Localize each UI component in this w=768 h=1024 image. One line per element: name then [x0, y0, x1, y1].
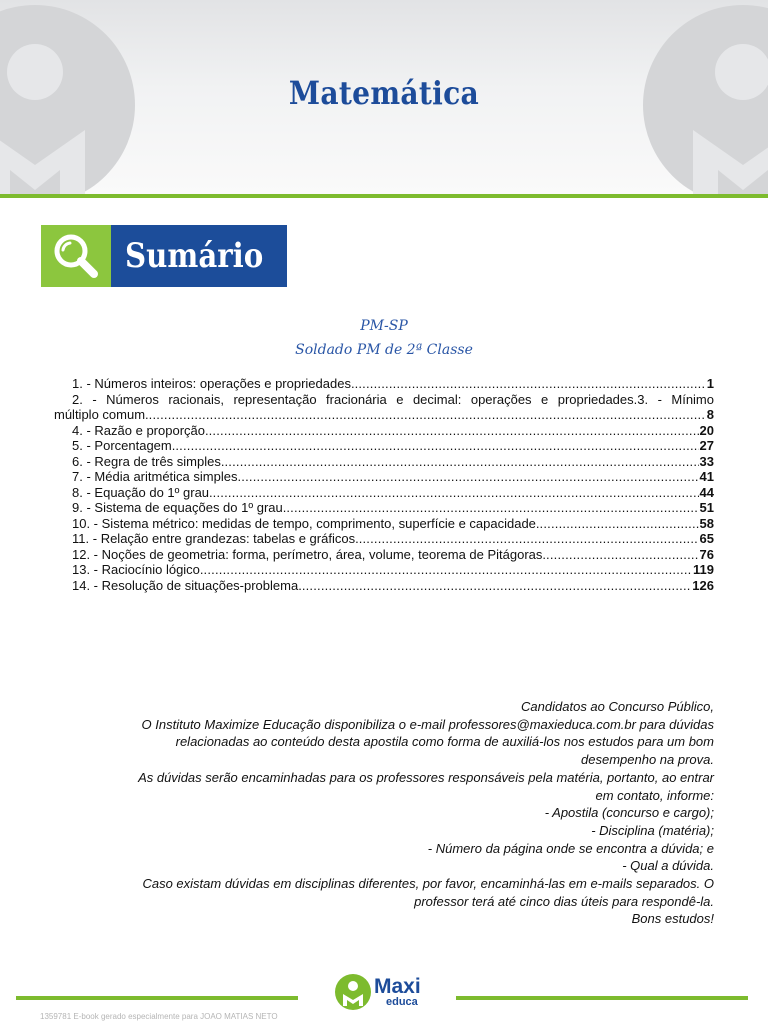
ebook-owner-note: 1359781 E-book gerado especialmente para JOAO MATIAS NETO — [40, 1012, 278, 1021]
toc-leader — [209, 423, 699, 439]
toc-entry-title: Números inteiros: operações e propriedades. — [94, 376, 355, 391]
notice-line: desempenho na prova. — [581, 752, 714, 768]
notice-line: Bons estudos! — [631, 911, 714, 927]
toc-entry-title: Sistema métrico: medidas de tempo, comprimento, superfície e capacidade. — [101, 515, 540, 531]
contact-notice — [64, 698, 714, 928]
notice-line: - Qual a dúvida. — [622, 858, 714, 874]
toc-entry-number: 1. - — [72, 376, 91, 391]
toc-entry-line[interactable]: 2. - Números racionais, representação fracionária e decimal: operações e propriedades.3. - Mínimo — [72, 391, 714, 407]
toc-entry-number: 7. - — [72, 469, 91, 484]
toc-list — [54, 423, 714, 594]
toc-entry-page: 51 — [699, 500, 714, 515]
page-header — [0, 0, 768, 196]
toc-entry[interactable] — [54, 500, 714, 516]
toc-entry-page: 65 — [699, 531, 714, 546]
toc-entry-number: 11. - — [72, 531, 98, 546]
toc-entry[interactable] — [54, 407, 714, 423]
toc-entry-page: 126 — [692, 577, 714, 593]
toc-entry[interactable] — [54, 578, 714, 594]
toc-leader — [540, 516, 699, 532]
exam-name: PM-SP — [360, 318, 408, 334]
magnifier-icon — [50, 230, 102, 282]
toc-entry-page: 33 — [699, 453, 714, 469]
toc-entry-page: 119 — [693, 562, 714, 577]
toc-entry-page: 1 — [706, 376, 714, 391]
toc-entry[interactable] — [54, 531, 714, 547]
notice-line: Caso existam dúvidas em disciplinas diferentes, por favor, encaminhá-las em e-mails separados. O — [142, 876, 714, 892]
toc-entry-page: 27 — [699, 438, 714, 453]
notice-line: O Instituto Maximize Educação disponibiliza o e-mail professores@maxieduca.com.br para dúvidas — [141, 716, 714, 732]
toc-entry-number: 9. - — [72, 500, 91, 515]
toc-entry-title: Relação entre grandezas: tabelas e gráficos. — [100, 531, 359, 546]
toc-entry-number: 14. - — [72, 577, 99, 593]
footer-divider — [16, 996, 298, 1000]
toc-entry-number: 12. - — [72, 546, 99, 562]
logo-wordmark: Maxi — [374, 974, 421, 998]
toc-entry-title: Razão e proporção. — [94, 422, 209, 438]
toc-entry[interactable] — [54, 485, 714, 501]
page-title: Matemática — [288, 74, 480, 112]
toc-entry-number: 4. - — [72, 422, 91, 438]
table-of-contents — [54, 376, 714, 593]
header-divider — [0, 194, 768, 198]
toc-entry-page: 20 — [699, 422, 714, 438]
toc-entry[interactable] — [54, 562, 714, 578]
toc-entry-title: Média aritmética simples — [94, 469, 238, 484]
toc-entry-page: 76 — [699, 546, 714, 562]
toc-entry[interactable] — [54, 547, 714, 563]
toc-entry-title: Resolução de situações-problema. — [101, 577, 302, 593]
notice-line: - Número da página onde se encontra a dúvida; e — [427, 840, 714, 856]
banner-label-box — [111, 225, 287, 287]
toc-entry-page: 8 — [706, 407, 714, 422]
banner-icon-box — [41, 225, 111, 287]
summary-banner — [41, 225, 287, 287]
banner-label: Sumário — [125, 236, 264, 276]
toc-leader — [175, 438, 698, 454]
notice-line: em contato, informe: — [595, 787, 714, 803]
notice-line: relacionadas ao conteúdo desta apostila como forma de auxiliá-los nos estudos para um bom — [175, 734, 714, 750]
toc-leader — [224, 454, 698, 470]
footer-divider — [456, 996, 748, 1000]
toc-leader — [213, 485, 699, 501]
toc-entry[interactable] — [54, 454, 714, 470]
maxi-educa-logo — [334, 973, 421, 1011]
toc-entry[interactable] — [54, 423, 714, 439]
toc-entry[interactable] — [54, 438, 714, 454]
maxi-logo-icon — [334, 973, 372, 1011]
toc-entry-title: Regra de três simples. — [94, 453, 225, 469]
toc-entry[interactable] — [54, 516, 714, 532]
toc-leader — [286, 500, 698, 516]
toc-leader — [359, 531, 699, 547]
toc-leader — [302, 578, 691, 594]
toc-leader — [546, 547, 699, 563]
notice-line: As dúvidas serão encaminhadas para os professores responsáveis pela matéria, portanto, ao entrar — [138, 769, 714, 785]
toc-entry-page: 44 — [699, 484, 714, 500]
toc-leader — [204, 562, 692, 578]
notice-line: - Apostila (concurso e cargo); — [544, 805, 714, 821]
toc-entry-number: 5. - — [72, 438, 91, 453]
toc-entry-page: 58 — [699, 515, 714, 531]
toc-leader — [355, 376, 706, 392]
toc-entry[interactable] — [54, 469, 714, 485]
toc-entry-title: Raciocínio lógico. — [101, 562, 204, 577]
toc-entry-title: Equação do 1º grau. — [94, 484, 213, 500]
toc-entry-number: 8. - — [72, 484, 91, 500]
toc-entry[interactable] — [54, 376, 714, 392]
notice-line: professor terá até cinco dias úteis para respondê-la. — [414, 893, 714, 909]
toc-entry-title: múltiplo comum. — [54, 407, 149, 422]
toc-leader — [237, 469, 698, 485]
toc-entry-number: 10. - — [72, 515, 99, 531]
toc-entry-number: 13. - — [72, 562, 99, 577]
toc-leader — [149, 407, 706, 423]
notice-line: Candidatos ao Concurso Público, — [521, 699, 714, 714]
toc-entry-page: 41 — [699, 469, 714, 484]
toc-entry-number: 6. - — [72, 453, 91, 469]
toc-entry-title: Porcentagem. — [94, 438, 176, 453]
toc-entry-title: Noções de geometria: forma, perímetro, área, volume, teorema de Pitágoras. — [101, 546, 547, 562]
notice-line: - Disciplina (matéria); — [591, 822, 714, 838]
toc-entry-title: Sistema de equações do 1º grau. — [94, 500, 287, 515]
logo-subtext: educa — [386, 995, 418, 1008]
position-name: Soldado PM de 2ª Classe — [295, 342, 473, 358]
